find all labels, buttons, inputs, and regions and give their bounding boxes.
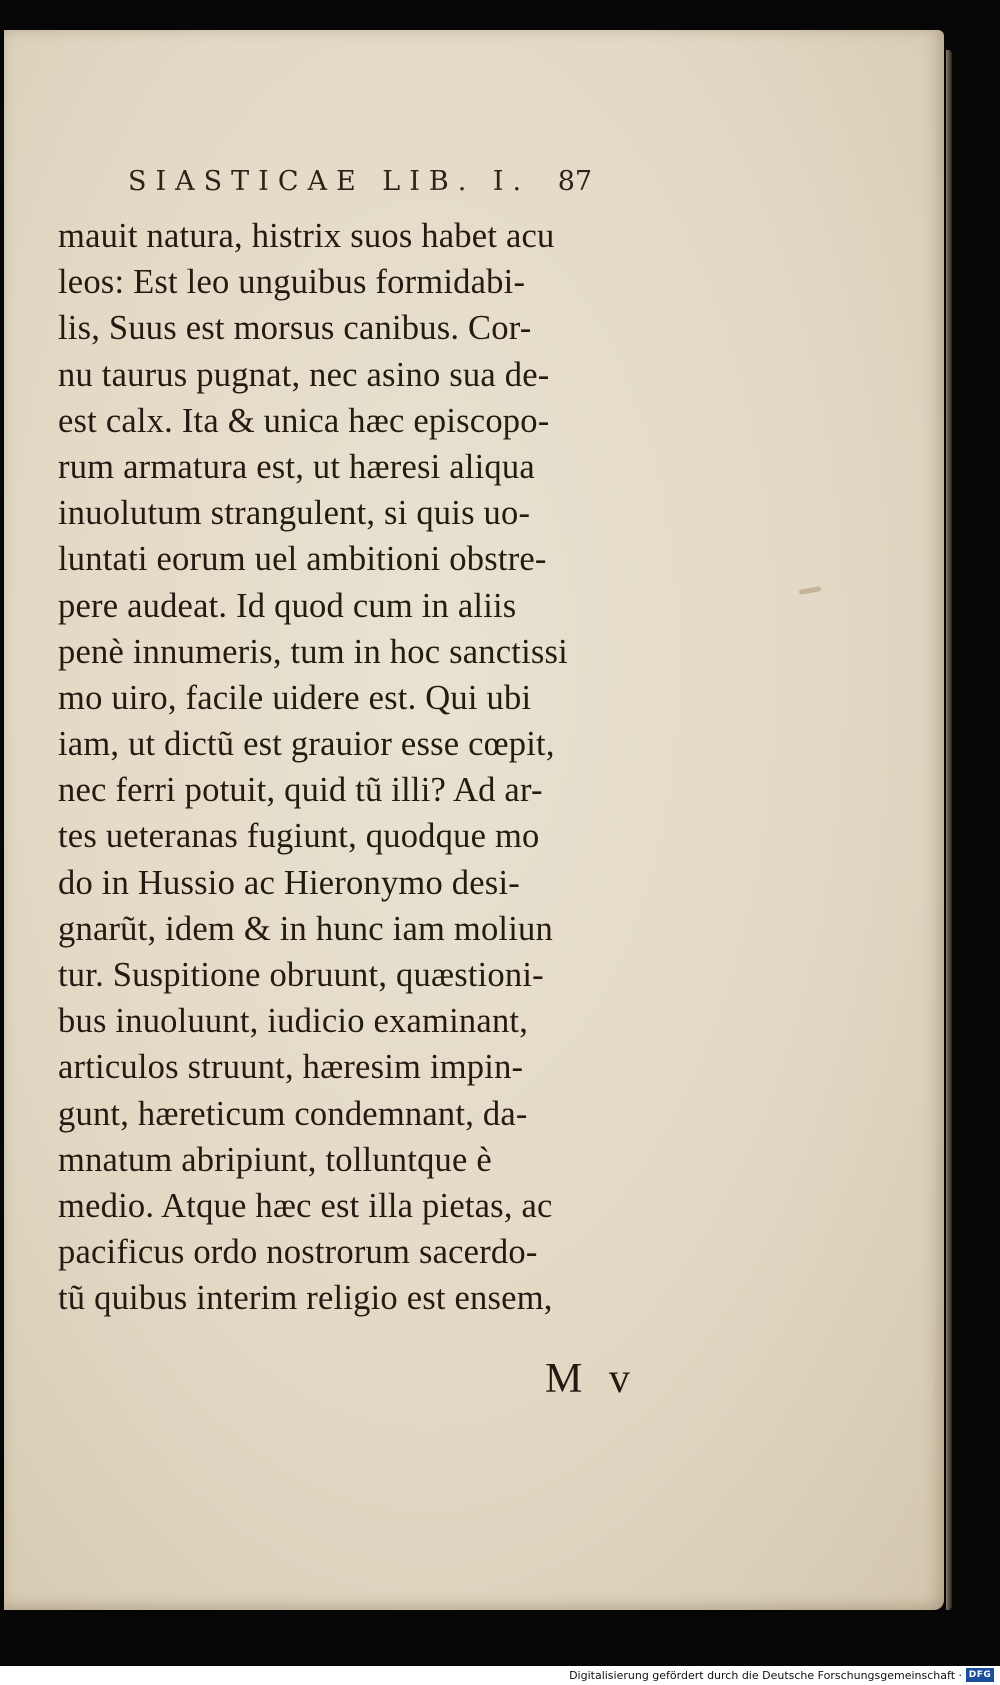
- funding-credit: Digitalisierung gefördert durch die Deutsche Forschungsgemeinschaft ·: [569, 1669, 962, 1682]
- text-line: nu taurus pugnat, nec asino sua de-: [58, 355, 550, 394]
- text-line: tũ quibus interim religio est ensem,: [58, 1279, 553, 1318]
- text-line: pacificus ordo nostrorum sacerdo-: [58, 1233, 538, 1272]
- running-head-title: SIASTICAE LIB. I.: [128, 166, 531, 197]
- running-head: [128, 166, 668, 210]
- text-line: gunt, hæreticum condemnant, da-: [58, 1094, 528, 1133]
- text-line: mo uiro, facile uidere est. Qui ubi: [58, 678, 532, 717]
- dfg-logo: DFG: [966, 1668, 994, 1682]
- text-line: articulos struunt, hæresim impin-: [58, 1048, 524, 1087]
- text-line: luntati eorum uel ambitioni obstre-: [58, 540, 547, 579]
- text-line: nec ferri potuit, quid tũ illi? Ad ar-: [58, 771, 543, 810]
- text-line: penè innumeris, tum in hoc sanctissi: [58, 632, 568, 671]
- text-line: gnarũt, idem & in hunc iam moliun: [58, 909, 553, 948]
- text-line: leos: Est leo unguibus formidabi-: [58, 263, 526, 302]
- text-line: do in Hussio ac Hieronymo desi-: [58, 863, 520, 902]
- text-line: mnatum abripiunt, tolluntque è: [58, 1140, 492, 1179]
- text-line: est calx. Ita & unica hæc episcopo-: [58, 401, 550, 440]
- text-line: medio. Atque hæc est illa pietas, ac: [58, 1186, 553, 1225]
- text-line: iam, ut dictũ est grauior esse cœpit,: [58, 725, 555, 764]
- page-number: 87: [557, 166, 593, 197]
- text-line: rum armatura est, ut hæresi aliqua: [58, 447, 535, 486]
- signature-mark: M v: [545, 1356, 638, 1402]
- text-line: mauit natura, histrix suos habet acu: [58, 217, 555, 255]
- text-line: tes ueteranas fugiunt, quodque mo: [58, 817, 540, 856]
- text-line: inuolutum strangulent, si quis uo-: [58, 494, 531, 533]
- body-text: [58, 213, 718, 1322]
- text-line: tur. Suspitione obruunt, quæstioni-: [58, 956, 544, 994]
- text-line: bus inuoluunt, iudicio examinant,: [58, 1002, 529, 1041]
- paper-blemish: [799, 586, 822, 595]
- text-line: pere audeat. Id quod cum in aliis: [58, 586, 517, 625]
- page-edge: [946, 50, 952, 1610]
- text-line: lis, Suus est morsus canibus. Cor-: [58, 309, 532, 348]
